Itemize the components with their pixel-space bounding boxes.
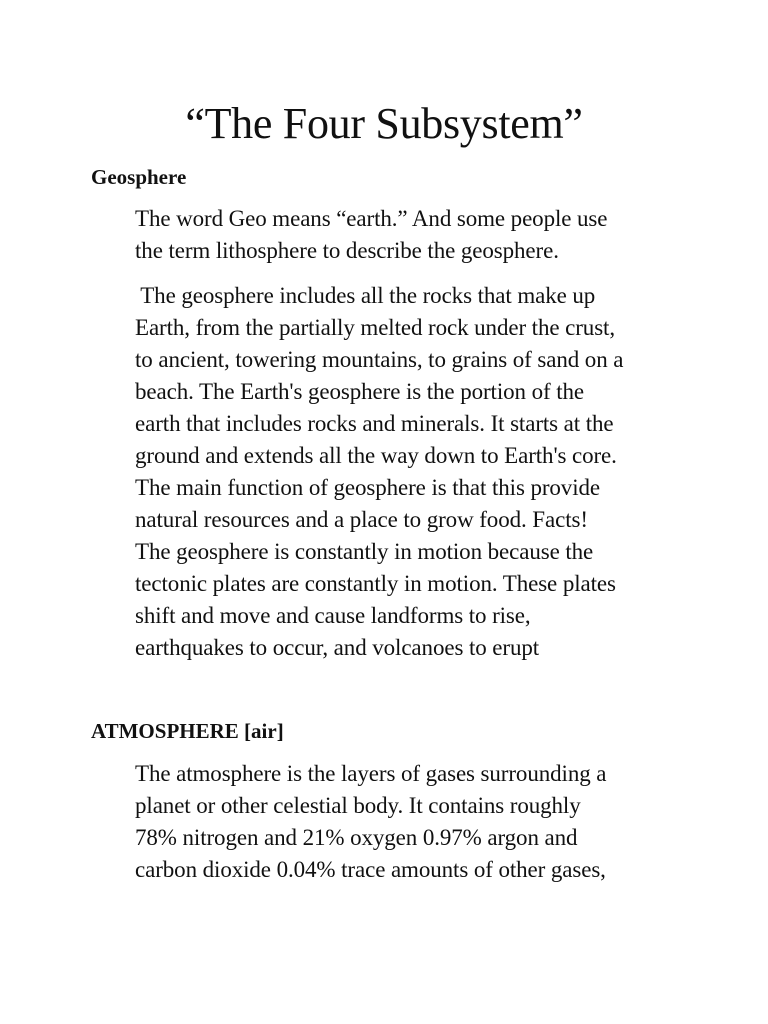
page-title: “The Four Subsystem” — [185, 99, 583, 148]
text-line: The geosphere includes all the rocks that make up — [135, 283, 596, 308]
text-line: 78% nitrogen and 21% oxygen 0.97% argon and — [135, 825, 578, 850]
text-line: earth that includes rocks and minerals. It starts at the — [135, 411, 614, 436]
text-line: Earth, from the partially melted rock under the crust, — [135, 315, 615, 340]
text-line: beach. The Earth's geosphere is the portion of the — [135, 379, 584, 404]
text-line: ground and extends all the way down to Earth's core. — [135, 443, 617, 468]
text-line: shift and move and cause landforms to rise, — [135, 603, 531, 628]
section-heading-atmosphere: ATMOSPHERE [air] — [91, 719, 284, 743]
text-line: tectonic plates are constantly in motion. These plates — [135, 571, 616, 596]
text-line: carbon dioxide 0.04% trace amounts of other gases, — [135, 857, 606, 882]
text-line: The geosphere is constantly in motion because the — [135, 539, 594, 564]
geosphere-paragraph-2 — [135, 280, 690, 664]
text-line: earthquakes to occur, and volcanoes to erupt — [135, 635, 540, 660]
geosphere-paragraph-1 — [135, 203, 690, 267]
text-line: The atmosphere is the layers of gases surrounding a — [135, 761, 607, 786]
text-line: natural resources and a place to grow food. Facts! — [135, 507, 588, 532]
text-line: the term lithosphere to describe the geosphere. — [135, 238, 559, 263]
atmosphere-paragraph-1 — [135, 758, 690, 886]
text-line: The word Geo means “earth.” And some people use — [135, 206, 608, 231]
text-line: to ancient, towering mountains, to grains of sand on a — [135, 347, 624, 372]
section-heading-geosphere: Geosphere — [91, 165, 187, 189]
text-line: planet or other celestial body. It contains roughly — [135, 793, 581, 818]
text-line: The main function of geosphere is that this provide — [135, 475, 601, 500]
